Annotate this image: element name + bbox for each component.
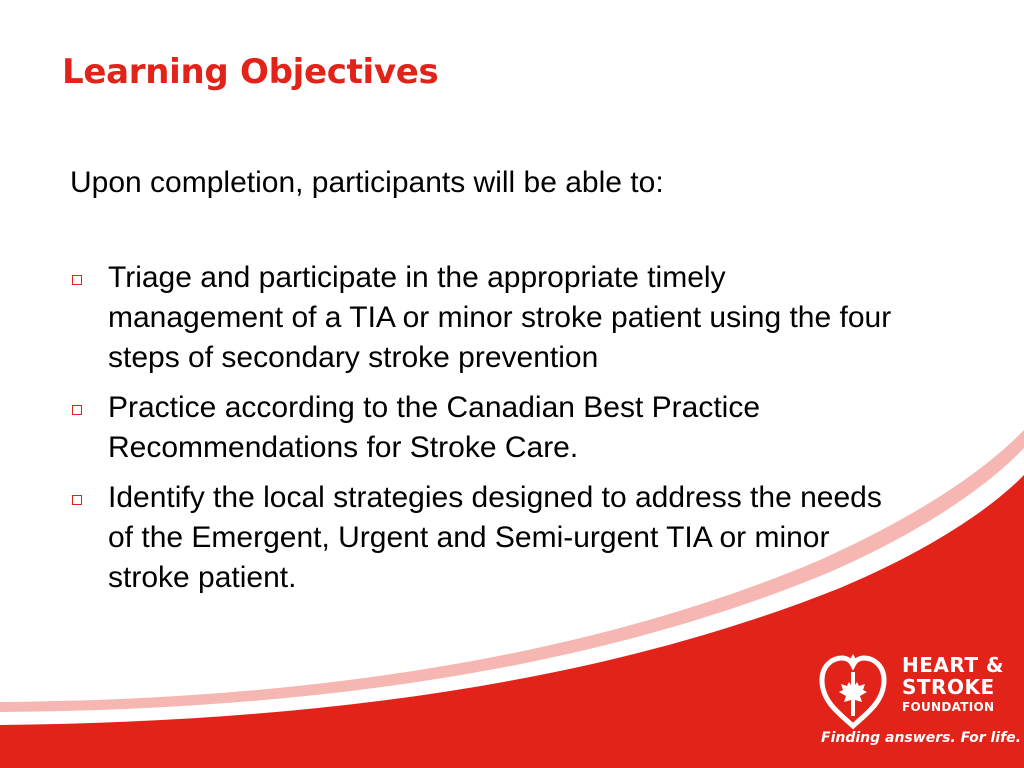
heart-torch-logo-icon xyxy=(818,650,888,730)
bullet-text: Identify the local strategies designed to address the needs of the Emergent, Urgent and Semi-urgent TIA or minor stroke patient. xyxy=(108,481,882,594)
logo-wordmark xyxy=(902,654,1004,716)
bullet-text: Practice according to the Canadian Best Practice Recommendations for Stroke Care. xyxy=(108,391,761,464)
bullet-text: Triage and participate in the appropriate timely management of a TIA or minor stroke patient using the four steps of secondary stroke prevention xyxy=(108,261,892,374)
list-item xyxy=(70,478,900,598)
logo-line-heart: HEART & xyxy=(902,653,1004,677)
objectives-list xyxy=(70,258,900,608)
hollow-square-bullet-icon xyxy=(72,405,82,415)
logo-line-foundation: FOUNDATION xyxy=(902,700,995,714)
hollow-square-bullet-icon xyxy=(72,495,82,505)
intro-text: Upon completion, participants will be able to: xyxy=(70,166,664,199)
list-item xyxy=(70,388,900,468)
logo-line-stroke: STROKE xyxy=(902,675,995,699)
slide-title: Learning Objectives xyxy=(62,52,439,92)
hollow-square-bullet-icon xyxy=(72,275,82,285)
heart-and-stroke-logo xyxy=(818,648,1021,753)
logo-tagline: Finding answers. For life. xyxy=(821,730,1021,746)
list-item xyxy=(70,258,900,378)
